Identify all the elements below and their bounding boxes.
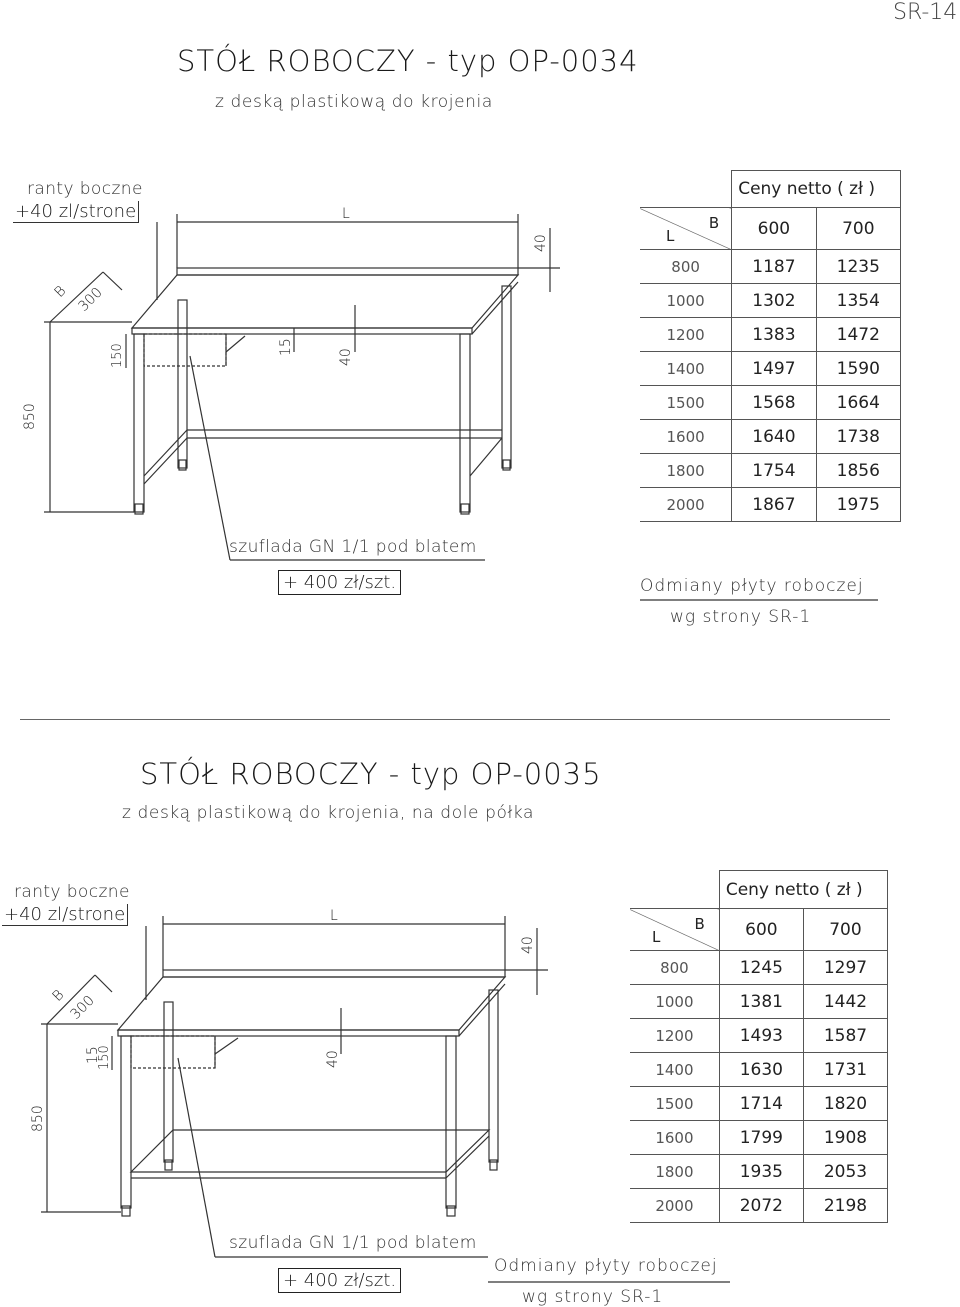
- dim-B: B: [51, 283, 70, 301]
- row-L: 1200: [640, 318, 732, 352]
- price-600: 2072: [719, 1189, 803, 1223]
- price-700: 2053: [803, 1155, 887, 1189]
- page-code: SR-14: [893, 0, 958, 25]
- side-edges-price: +40 zl/strone: [2, 904, 128, 926]
- dim-15: 15: [85, 1046, 101, 1064]
- drawer-price: + 400 zł/szt.: [278, 1268, 401, 1293]
- price-700: 1587: [803, 1019, 887, 1053]
- row-L: 1000: [630, 985, 719, 1019]
- worktop-note-line2: wg strony SR-1: [670, 607, 812, 627]
- corner-B: B: [708, 214, 720, 232]
- table-row: [630, 1053, 888, 1087]
- price-600: 1799: [719, 1121, 803, 1155]
- price-600: 1568: [732, 386, 816, 420]
- price-700: 1664: [816, 386, 900, 420]
- price-table: [630, 870, 888, 1223]
- dim-B: B: [49, 987, 68, 1005]
- dim-850: 850: [22, 403, 38, 430]
- price-600: 1714: [719, 1087, 803, 1121]
- price-600: 1493: [719, 1019, 803, 1053]
- table-row: [630, 1189, 888, 1223]
- price-700: 1856: [816, 454, 900, 488]
- price-600: 1754: [732, 454, 816, 488]
- price-600: 1630: [719, 1053, 803, 1087]
- worktop-note-line1: Odmiany płyty roboczej: [640, 576, 864, 596]
- dim-150: 150: [110, 343, 125, 368]
- dim-850: 850: [30, 1105, 46, 1132]
- row-L: 800: [640, 250, 732, 284]
- side-edges-label: ranty boczne: [27, 179, 143, 199]
- dim-300: 300: [75, 284, 106, 315]
- dim-40-right: 40: [533, 234, 549, 252]
- drawer-label: szuflada GN 1/1 pod blatem: [229, 537, 477, 557]
- corner-L: L: [666, 227, 675, 245]
- price-600: 1640: [732, 420, 816, 454]
- row-L: 1400: [630, 1053, 719, 1087]
- section-title: STÓŁ ROBOCZY - typ OP-0034: [177, 44, 639, 78]
- row-L: 1800: [640, 454, 732, 488]
- drawer-label: szuflada GN 1/1 pod blatem: [229, 1233, 477, 1253]
- price-700: 1472: [816, 318, 900, 352]
- price-700: 1731: [803, 1053, 887, 1087]
- price-700: 1442: [803, 985, 887, 1019]
- price-700: 1738: [816, 420, 900, 454]
- price-700: 1820: [803, 1087, 887, 1121]
- price-600: 1245: [719, 951, 803, 985]
- price-600: 1383: [732, 318, 816, 352]
- row-L: 1400: [640, 352, 732, 386]
- price-600: 1497: [732, 352, 816, 386]
- dim-L: L: [330, 908, 338, 924]
- price-700: 1297: [803, 951, 887, 985]
- price-600: 1302: [732, 284, 816, 318]
- side-edges-label: ranty boczne: [14, 882, 130, 902]
- col-header-700: 700: [803, 909, 887, 951]
- price-table-header: Ceny netto ( zł ): [719, 871, 887, 909]
- dim-15: 15: [278, 338, 294, 356]
- row-L: 1800: [630, 1155, 719, 1189]
- col-header-700: 700: [816, 208, 900, 250]
- dim-150: 150: [97, 1045, 112, 1070]
- col-header-600: 600: [719, 909, 803, 951]
- dim-40-right: 40: [520, 936, 536, 954]
- col-header-600: 600: [732, 208, 816, 250]
- corner-cell: [630, 909, 719, 951]
- row-L: 1500: [630, 1087, 719, 1121]
- price-table-header: Ceny netto ( zł ): [732, 171, 901, 208]
- row-L: 1600: [630, 1121, 719, 1155]
- dim-40-front: 40: [325, 1050, 341, 1068]
- price-700: 1908: [803, 1121, 887, 1155]
- table-row: [630, 985, 888, 1019]
- drawer-price: + 400 zł/szt.: [278, 570, 401, 595]
- dim-300: 300: [67, 992, 98, 1023]
- price-700: 1975: [816, 488, 900, 522]
- table-row: [630, 1019, 888, 1053]
- table-row: [630, 1155, 888, 1189]
- dim-40-front: 40: [338, 348, 354, 366]
- dim-L: L: [342, 206, 350, 222]
- price-600: 1187: [732, 250, 816, 284]
- section-subtitle: z deską plastikową do krojenia: [215, 92, 493, 112]
- table-row: [630, 1121, 888, 1155]
- table-row: [630, 951, 888, 985]
- corner-B: B: [694, 915, 705, 933]
- corner-L: L: [652, 928, 661, 946]
- price-600: 1935: [719, 1155, 803, 1189]
- price-600: 1867: [732, 488, 816, 522]
- row-L: 1500: [640, 386, 732, 420]
- price-600: 1381: [719, 985, 803, 1019]
- row-L: 800: [630, 951, 719, 985]
- row-L: 1000: [640, 284, 732, 318]
- worktop-note-line1: Odmiany płyty roboczej: [494, 1256, 718, 1276]
- worktop-note-line2: wg strony SR-1: [522, 1287, 664, 1307]
- row-L: 1600: [640, 420, 732, 454]
- price-700: 1354: [816, 284, 900, 318]
- section-subtitle: z deską plastikową do krojenia, na dole półka: [122, 803, 535, 823]
- row-L: 2000: [640, 488, 732, 522]
- price-700: 1590: [816, 352, 900, 386]
- table-row: [630, 1087, 888, 1121]
- side-edges-price: +40 zl/strone: [13, 201, 139, 223]
- price-700: 2198: [803, 1189, 887, 1223]
- row-L: 1200: [630, 1019, 719, 1053]
- section-title: STÓŁ ROBOCZY - typ OP-0035: [140, 757, 602, 791]
- price-700: 1235: [816, 250, 900, 284]
- row-L: 2000: [630, 1189, 719, 1223]
